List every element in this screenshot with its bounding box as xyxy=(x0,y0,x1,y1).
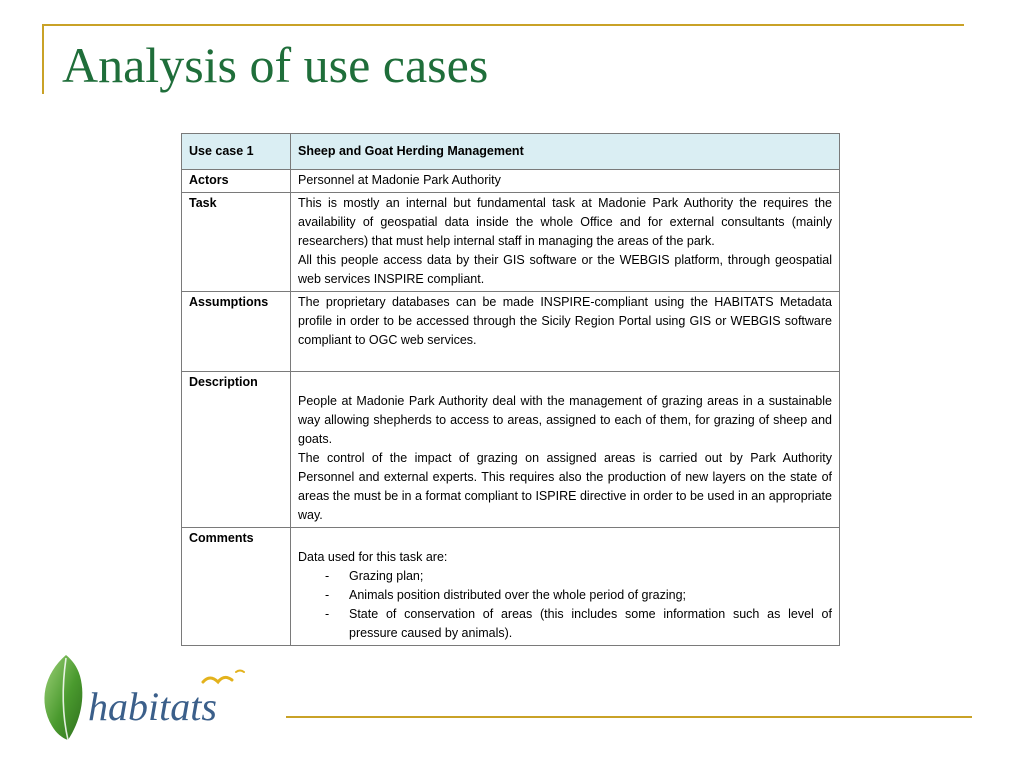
list-dash: - xyxy=(325,569,330,583)
task-paragraph-1: This is mostly an internal but fundamental task at Madonie Park Authority the requires the availability of geospatial data inside the whole Office and for external consultants (mainly researchers) that must help internal staff in managing the areas of the park. xyxy=(298,196,832,248)
logo-text: habitats xyxy=(88,684,217,729)
use-case-title: Sheep and Goat Herding Management xyxy=(291,134,840,170)
list-item: - Grazing plan; xyxy=(298,567,832,586)
comments-spacer xyxy=(298,529,832,548)
left-gold-rule xyxy=(42,24,44,94)
assumptions-spacer xyxy=(298,350,832,369)
assumptions-paragraph: The proprietary databases can be made INSPIRE-compliant using the HABITATS Metadata profile in order to be accessed through the Sicily Region Portal using GIS or WEBGIS software compliant to OGC web services. xyxy=(298,295,832,347)
table-row-description xyxy=(182,372,840,528)
top-gold-rule xyxy=(42,24,964,26)
comments-data-list xyxy=(298,567,832,643)
table-row-assumptions xyxy=(182,292,840,372)
comments-value xyxy=(291,528,840,646)
leaf-icon xyxy=(44,655,82,740)
comments-intro: Data used for this task are: xyxy=(298,550,448,564)
description-value xyxy=(291,372,840,528)
list-dash: - xyxy=(325,607,330,621)
description-label: Description xyxy=(182,372,291,528)
list-dash: - xyxy=(325,588,330,602)
description-paragraph-1: People at Madonie Park Authority deal with the management of grazing areas in a sustainable way allowing shepherds to access to areas, assigned to each of them, for grazing of sheep and goats. xyxy=(298,394,832,446)
bird-icon xyxy=(203,671,244,683)
task-value xyxy=(291,193,840,292)
actors-value: Personnel at Madonie Park Authority xyxy=(291,170,840,193)
table-row-task xyxy=(182,193,840,292)
list-item: - Animals position distributed over the whole period of grazing; xyxy=(298,586,832,605)
task-paragraph-2: All this people access data by their GIS software or the WEBGIS platform, through geospatial web services INSPIRE compliant. xyxy=(298,253,832,286)
task-label: Task xyxy=(182,193,291,292)
comments-label: Comments xyxy=(182,528,291,646)
table-row-header xyxy=(182,134,840,170)
use-case-table xyxy=(181,133,840,646)
assumptions-value xyxy=(291,292,840,372)
table-row-actors xyxy=(182,170,840,193)
description-spacer xyxy=(298,373,832,392)
bottom-gold-rule xyxy=(286,716,972,718)
list-item: - State of conservation of areas (this includes some information such as level of pressure caused by animals). xyxy=(325,607,832,640)
slide-title: Analysis of use cases xyxy=(62,37,489,93)
description-paragraph-2: The control of the impact of grazing on assigned areas is carried out by Park Authority Personnel and external experts. This requires also the production of new layers on the state of areas the must be in a format compliant to ISPIRE directive in order to be used in an appropriate way. xyxy=(298,451,832,522)
actors-label: Actors xyxy=(182,170,291,193)
table-row-comments xyxy=(182,528,840,646)
assumptions-label: Assumptions xyxy=(182,292,291,372)
use-case-label: Use case 1 xyxy=(182,134,291,170)
habitats-logo xyxy=(38,652,278,742)
